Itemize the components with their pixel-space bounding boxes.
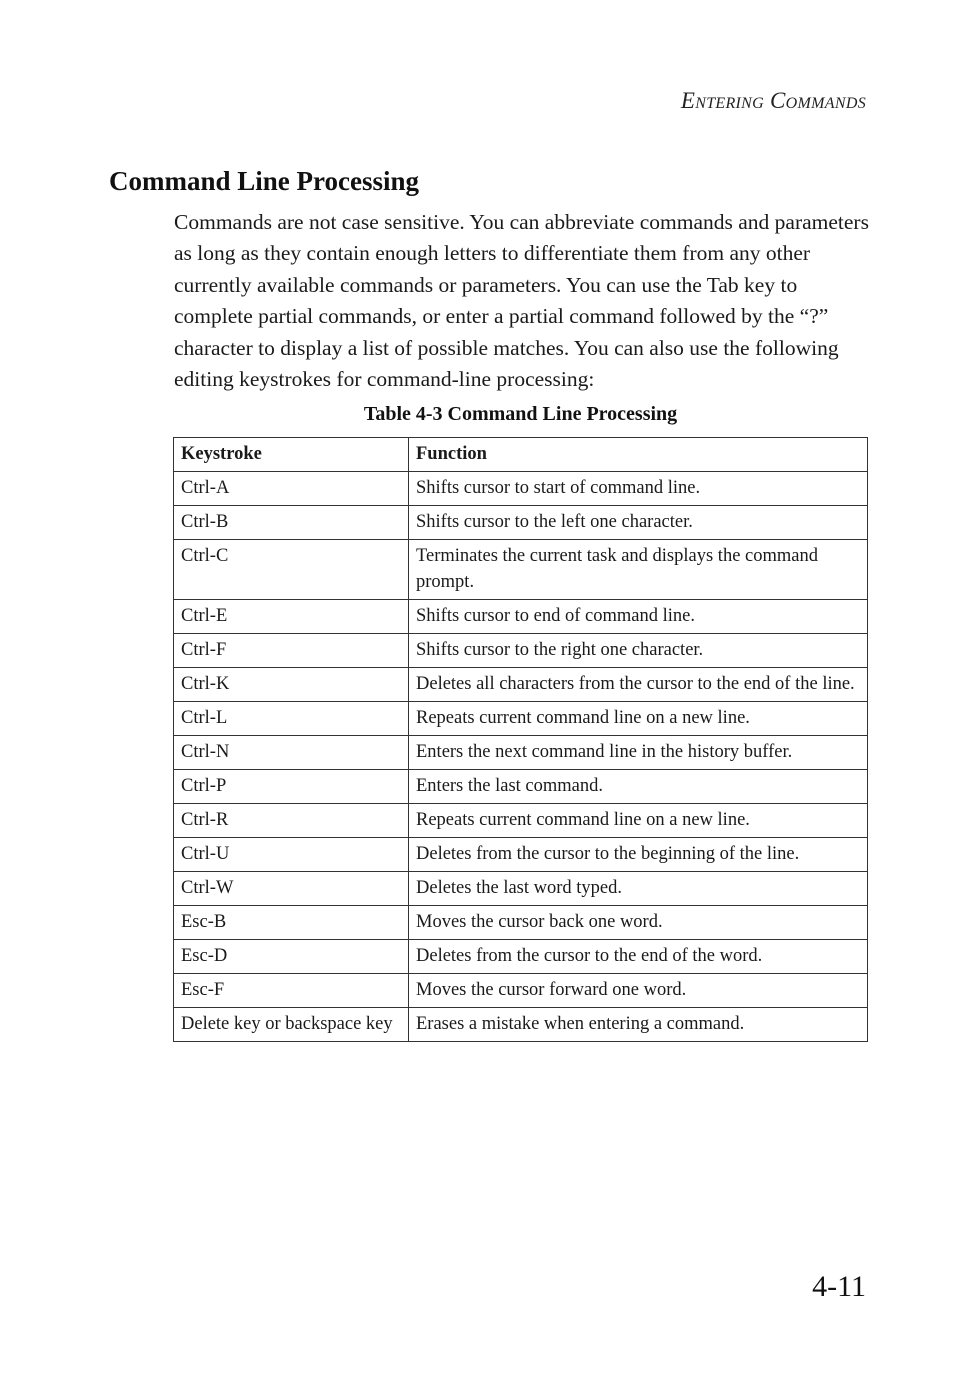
running-header: Entering Commands bbox=[680, 88, 866, 113]
function-cell: Terminates the current task and displays the command prompt. bbox=[409, 540, 868, 600]
keystroke-table bbox=[173, 437, 868, 1042]
function-cell: Deletes the last word typed. bbox=[409, 872, 868, 906]
function-cell: Shifts cursor to the left one character. bbox=[409, 506, 868, 540]
table-row bbox=[174, 838, 868, 872]
function-cell: Deletes from the cursor to the beginning of the line. bbox=[409, 838, 868, 872]
keystroke-cell: Ctrl-L bbox=[174, 702, 409, 736]
keystroke-cell: Ctrl-R bbox=[174, 804, 409, 838]
page-number: 4-11 bbox=[812, 1270, 866, 1303]
keystroke-cell: Ctrl-W bbox=[174, 872, 409, 906]
function-cell: Deletes all characters from the cursor to the end of the line. bbox=[409, 668, 868, 702]
table-row bbox=[174, 472, 868, 506]
keystroke-cell: Ctrl-F bbox=[174, 634, 409, 668]
table-row bbox=[174, 702, 868, 736]
keystroke-cell: Delete key or backspace key bbox=[174, 1008, 409, 1042]
table-row bbox=[174, 506, 868, 540]
function-cell: Erases a mistake when entering a command. bbox=[409, 1008, 868, 1042]
table-row bbox=[174, 770, 868, 804]
table-row bbox=[174, 668, 868, 702]
table-row bbox=[174, 600, 868, 634]
table-row bbox=[174, 736, 868, 770]
keystroke-cell: Ctrl-N bbox=[174, 736, 409, 770]
table-row bbox=[174, 634, 868, 668]
function-cell: Deletes from the cursor to the end of the word. bbox=[409, 940, 868, 974]
keystroke-cell: Ctrl-B bbox=[174, 506, 409, 540]
keystroke-cell: Esc-D bbox=[174, 940, 409, 974]
table-row bbox=[174, 940, 868, 974]
column-header-function: Function bbox=[409, 438, 868, 472]
function-cell: Moves the cursor forward one word. bbox=[409, 974, 868, 1008]
function-cell: Moves the cursor back one word. bbox=[409, 906, 868, 940]
table-row bbox=[174, 906, 868, 940]
table-row bbox=[174, 1008, 868, 1042]
keystroke-cell: Esc-F bbox=[174, 974, 409, 1008]
table-row bbox=[174, 804, 868, 838]
keystroke-cell: Ctrl-U bbox=[174, 838, 409, 872]
function-cell: Enters the last command. bbox=[409, 770, 868, 804]
column-header-keystroke: Keystroke bbox=[174, 438, 409, 472]
table-row bbox=[174, 540, 868, 600]
function-cell: Shifts cursor to start of command line. bbox=[409, 472, 868, 506]
keystroke-cell: Ctrl-E bbox=[174, 600, 409, 634]
function-cell: Shifts cursor to end of command line. bbox=[409, 600, 868, 634]
keystroke-cell: Ctrl-P bbox=[174, 770, 409, 804]
keystroke-cell: Ctrl-C bbox=[174, 540, 409, 600]
table-caption: Table 4-3 Command Line Processing bbox=[363, 403, 678, 425]
keystroke-cell: Ctrl-K bbox=[174, 668, 409, 702]
section-title: Command Line Processing bbox=[109, 166, 420, 196]
body-paragraph: Commands are not case sensitive. You can abbreviate commands and parameters as long as they contain enough letters to differentiate them from any other currently available commands or parameters. You can use the Tab key to complete partial commands, or enter a partial command followed by the “?” character to display a list of possible matches. You can also use the following editing keystrokes for command-line processing: bbox=[174, 210, 869, 392]
keystroke-cell: Esc-B bbox=[174, 906, 409, 940]
function-cell: Repeats current command line on a new line. bbox=[409, 804, 868, 838]
function-cell: Enters the next command line in the history buffer. bbox=[409, 736, 868, 770]
function-cell: Repeats current command line on a new line. bbox=[409, 702, 868, 736]
table-row bbox=[174, 974, 868, 1008]
table-row bbox=[174, 872, 868, 906]
keystroke-cell: Ctrl-A bbox=[174, 472, 409, 506]
table-header-row bbox=[174, 438, 868, 472]
function-cell: Shifts cursor to the right one character. bbox=[409, 634, 868, 668]
